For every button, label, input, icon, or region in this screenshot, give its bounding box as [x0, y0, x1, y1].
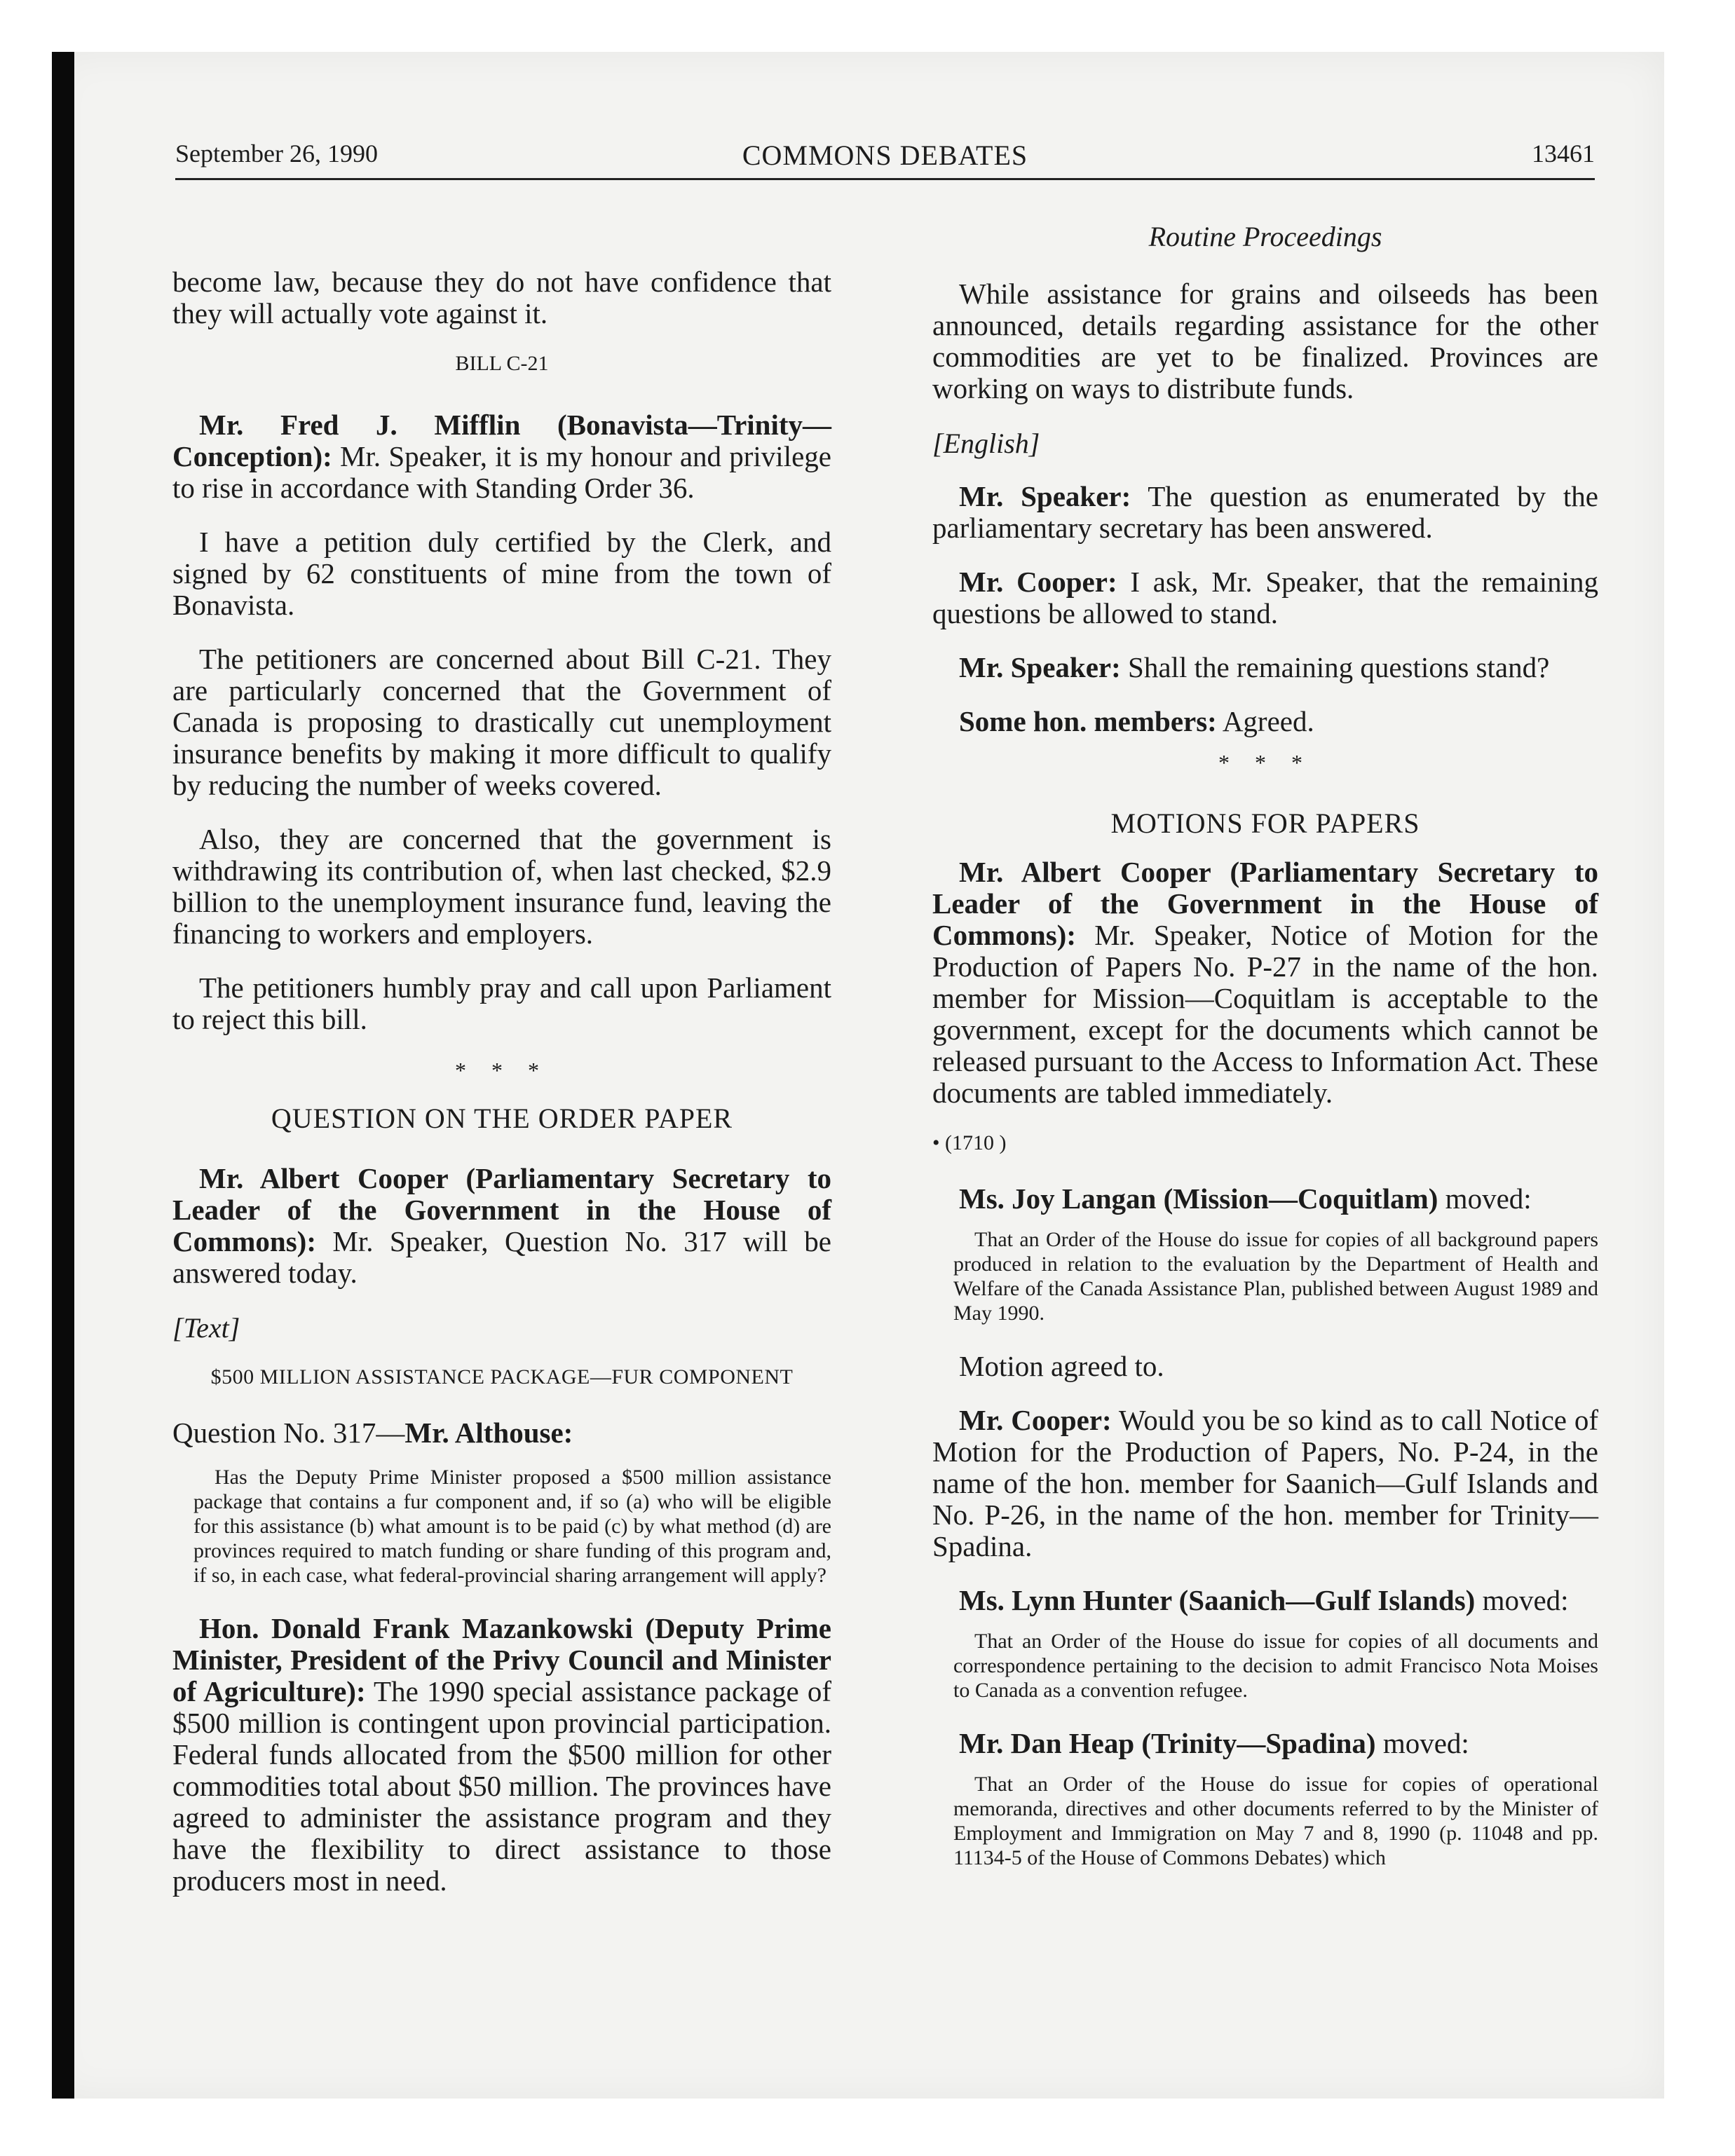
section-separator: * * * — [1218, 750, 1312, 775]
mazankowski-paragraph — [172, 1613, 831, 1897]
speaker-name: Mr. Albert Cooper (Parliamentary Secretary to Leader of the Government in the House of Commons): — [932, 856, 1598, 951]
header-title: COMMONS DEBATES — [742, 139, 1028, 171]
langan-motion — [932, 1183, 1598, 1215]
members-paragraph — [932, 706, 1598, 737]
moved-text: moved: — [1375, 1727, 1469, 1759]
question-member: Mr. Althouse: — [404, 1417, 573, 1449]
page-number: 13461 — [1532, 139, 1595, 168]
speech-text: I ask, Mr. Speaker, that the remaining questions be allowed to stand. — [932, 566, 1599, 629]
speech-text: Shall the remaining questions stand? — [1120, 651, 1550, 683]
concerned-paragraph: The petitioners are concerned about Bill C-21. They are particularly concerned that the Government of Canada is proposing to drastically cut unemployment insurance benefits by making it more difficult to qualify by reducing the number of weeks covered. — [172, 643, 831, 801]
question-text: Has the Deputy Prime Minister proposed a $500 million assistance package that contains a fur component and, if so (a) who will be eligible for this assistance (b) what amount is to be paid (c) by what method (d) are provinces required to match funding or share funding of this program and, if so, in each case, what federal-provincial sharing arrangement will apply? — [193, 1466, 831, 1587]
speaker-name: Ms. Joy Langan (Mission—Coquitlam) — [959, 1182, 1438, 1215]
speech-text: Mr. Speaker, Question No. 317 will be answered today. — [172, 1225, 831, 1289]
question-line — [172, 1416, 831, 1449]
petition-paragraph: I have a petition duly certified by the Clerk, and signed by 62 constituents of mine from the town of Bonavista. — [172, 526, 831, 621]
speaker-name: Mr. Speaker: — [959, 651, 1121, 683]
also-paragraph: Also, they are concerned that the government is withdrawing its contribution of, when last checked, $2.9 billion to the unemployment insurance fund, leaving the financing to workers and employers. — [172, 823, 831, 950]
heap-motion — [932, 1728, 1598, 1759]
speech-text: Mr. Speaker, Notice of Motion for the Production of Papers No. P-27 in the name of the hon. member for Mission—Coquitlam is acceptable to the government, except for the documents which cannot be released pursuant to the Access to Information Act. These documents are tabled immediately. — [932, 919, 1598, 1109]
grains-paragraph: While assistance for grains and oilseeds has been announced, details regarding assistance for the other commodities are yet to be finalized. Provinces are working on ways to distribute funds. — [932, 278, 1598, 404]
speaker-name: Mr. Cooper: — [959, 566, 1117, 598]
continuation-paragraph: become law, because they do not have confidence that they will actually vote against it. — [172, 266, 831, 329]
speaker-name: Mr. Dan Heap (Trinity—Spadina) — [959, 1727, 1376, 1759]
speech-text: Would you be so kind as to call Notice of Motion for the Production of Papers, No. P-24, in the name of the hon. member for Saanich—Gulf Islands and No. P-26, in the name of the hon. member for Trinity—Spadina. — [932, 1404, 1598, 1562]
heap-quote: That an Order of the House do issue for copies of operational memoranda, directives and other documents referred to by the Minister of Employment and Immigration on May 7 and 8, 1990 (p. 11048 and pp. 11134-5 of the House of Commons Debates) which — [953, 1773, 1598, 1869]
moved-text: moved: — [1475, 1584, 1569, 1616]
cooper-paragraph — [172, 1163, 831, 1289]
binding-edge — [52, 52, 74, 2099]
speaker-name: Hon. Donald Frank Mazankowski (Deputy Prime Minister, President of the Privy Council and Minister of Agriculture): — [172, 1612, 831, 1707]
hunter-motion — [932, 1585, 1598, 1616]
section-heading: MOTIONS FOR PAPERS — [1110, 807, 1420, 839]
timestamp: • (1710 ) — [932, 1131, 1007, 1154]
speech-text: The question as enumerated by the parliamentary secretary has been answered. — [932, 480, 1598, 544]
cooper-call-paragraph — [932, 1405, 1598, 1562]
speaker-name: Mr. Cooper: — [959, 1404, 1112, 1436]
section-heading: QUESTION ON THE ORDER PAPER — [271, 1103, 733, 1134]
right-column — [932, 203, 1598, 1895]
speech-text: Mr. Speaker, it is my honour and privilege to rise in accordance with Standing Order 36. — [172, 440, 831, 504]
question-number: Question No. 317— — [172, 1417, 405, 1449]
language-label: [Text] — [172, 1312, 240, 1344]
langan-quote: That an Order of the House do issue for copies of all background papers produced in relation to the evaluation by the Department of Health and Welfare of the Canada Assistance Plan, published between August 1989 and May 1990. — [953, 1228, 1598, 1325]
bill-heading: BILL C-21 — [455, 352, 549, 375]
speaker-name: Mr. Fred J. Mifflin (Bonavista—Trinity—Conception): — [172, 409, 831, 472]
speech-text: Agreed. — [1216, 705, 1314, 737]
section-title: Routine Proceedings — [1148, 221, 1382, 252]
speaker-question-paragraph — [932, 652, 1598, 683]
cooper-notice-paragraph — [932, 857, 1598, 1109]
language-label: [English] — [932, 428, 1040, 459]
left-column — [172, 203, 831, 1919]
speech-text: The 1990 special assistance package of $500 million is contingent upon provincial participation. Federal funds allocated from the $500 million for other commodities total about $50 million. The provinces have agreed to administer the assistance program and they have the flexibility to direct assistance to those producers most in need. — [172, 1675, 831, 1897]
motion-agreed: Motion agreed to. — [959, 1350, 1164, 1382]
section-separator: * * * — [455, 1058, 549, 1083]
header-date: September 26, 1990 — [175, 139, 378, 168]
speaker-name: Mr. Albert Cooper (Parliamentary Secretary to Leader of the Government in the House of Commons): — [172, 1162, 831, 1257]
speaker-name: Mr. Speaker: — [959, 480, 1131, 512]
hunter-quote: That an Order of the House do issue for copies of all documents and correspondence pertaining to the decision to admit Francisco Nota Moises to Canada as a convention refugee. — [953, 1630, 1598, 1702]
cooper-request-paragraph — [932, 566, 1598, 629]
speaker-paragraph — [932, 481, 1598, 544]
speaker-name: Ms. Lynn Hunter (Saanich—Gulf Islands) — [959, 1584, 1476, 1616]
speaker-name: Some hon. members: — [959, 705, 1217, 737]
package-heading: $500 MILLION ASSISTANCE PACKAGE—FUR COMPONENT — [210, 1365, 794, 1389]
pray-paragraph: The petitioners humbly pray and call upon Parliament to reject this bill. — [172, 971, 831, 1035]
page-header — [175, 133, 1595, 180]
mifflin-paragraph — [172, 409, 831, 504]
moved-text: moved: — [1438, 1182, 1532, 1215]
